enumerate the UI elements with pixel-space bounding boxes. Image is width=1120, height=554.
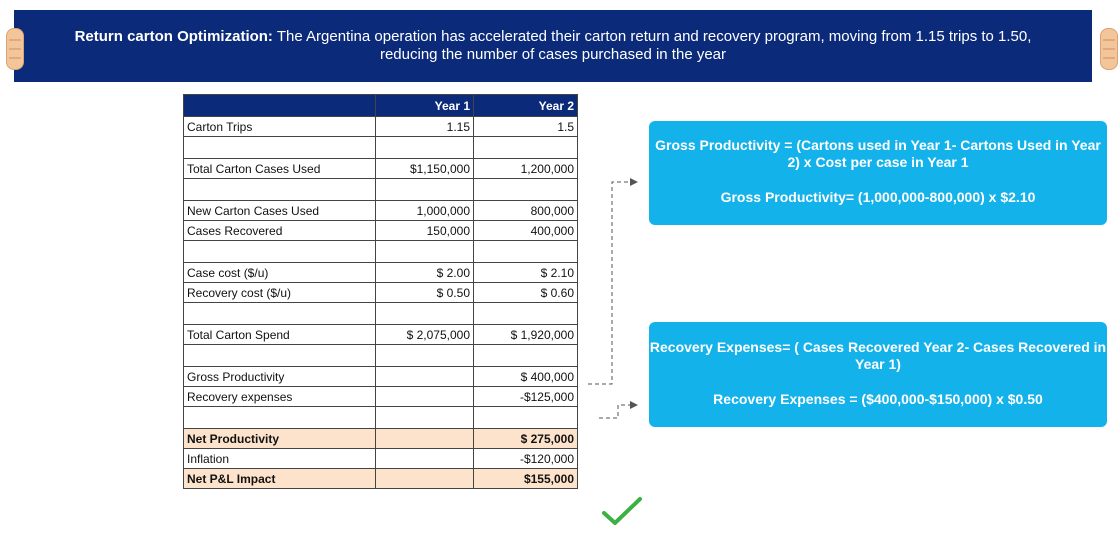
year2-value: 800,000 (474, 201, 578, 221)
table-row (184, 221, 578, 241)
row-label: Cases Recovered (184, 221, 376, 241)
year2-value: 400,000 (474, 221, 578, 241)
table-row (184, 387, 578, 407)
year2-value: -$120,000 (474, 449, 578, 469)
recovery-formula: Recovery Expenses= ( Cases Recovered Year 2- Cases Recovered in Year 1) (649, 339, 1107, 372)
checkmark-icon (601, 496, 643, 526)
gross-calculation: Gross Productivity= (1,000,000-800,000) x $2.10 (720, 189, 1036, 205)
spacer-row (184, 137, 578, 159)
gross-productivity-callout (649, 121, 1107, 225)
table-row (184, 263, 578, 283)
row-label: Net Productivity (184, 429, 376, 449)
gross-connector-arrow-icon (630, 178, 638, 186)
table-row-net-pl-impact (184, 469, 578, 489)
recovery-calculation: Recovery Expenses = ($400,000-$150,000) x $0.50 (713, 391, 1043, 407)
table-row (184, 201, 578, 221)
table-row (184, 159, 578, 179)
spacer-row (184, 407, 578, 429)
banner-title: Return carton Optimization: (74, 28, 273, 45)
year2-value: $ 0.60 (474, 283, 578, 303)
year1-value: $ 2.00 (376, 263, 474, 283)
spacer-row (184, 303, 578, 325)
year1-value (376, 469, 474, 489)
thumb-left-icon (6, 28, 24, 70)
year2-value: $155,000 (474, 469, 578, 489)
year1-value (376, 387, 474, 407)
row-label: Total Carton Spend (184, 325, 376, 345)
table-row (184, 117, 578, 137)
year2-value: $ 275,000 (474, 429, 578, 449)
thumb-right-icon (1100, 28, 1118, 70)
row-label: Carton Trips (184, 117, 376, 137)
spacer-row (184, 179, 578, 201)
year1-value (376, 449, 474, 469)
row-label: Net P&L Impact (184, 469, 376, 489)
year1-value: $ 2,075,000 (376, 325, 474, 345)
header-year1: Year 1 (376, 95, 474, 117)
spacer-row (184, 345, 578, 367)
year1-value: $1,150,000 (376, 159, 474, 179)
header-cell-blank (184, 95, 376, 117)
row-label: Case cost ($/u) (184, 263, 376, 283)
year2-value: $ 1,920,000 (474, 325, 578, 345)
year1-value: $ 0.50 (376, 283, 474, 303)
gross-formula: Gross Productivity = (Cartons used in Year 1- Cartons Used in Year 2) x Cost per case in Year 1 (655, 137, 1101, 170)
year2-value: $ 2.10 (474, 263, 578, 283)
row-label: New Carton Cases Used (184, 201, 376, 221)
row-label: Recovery expenses (184, 387, 376, 407)
row-label: Inflation (184, 449, 376, 469)
banner-description-line2: reducing the number of cases purchased in the year (379, 46, 727, 63)
table-row (184, 449, 578, 469)
year2-value: 1,200,000 (474, 159, 578, 179)
year1-value: 1.15 (376, 117, 474, 137)
table-row (184, 325, 578, 345)
gross-connector-line (588, 182, 632, 384)
year2-value: $ 400,000 (474, 367, 578, 387)
recovery-connector-line (599, 405, 632, 418)
spacer-row (184, 241, 578, 263)
year1-value: 150,000 (376, 221, 474, 241)
recovery-connector-arrow-icon (630, 401, 638, 409)
header-banner (14, 10, 1092, 82)
table-row-net-productivity (184, 429, 578, 449)
banner-description: The Argentina operation has accelerated their carton return and recovery program, moving from 1.15 trips to 1.50, (272, 28, 1032, 45)
year2-value: 1.5 (474, 117, 578, 137)
header-year2: Year 2 (474, 95, 578, 117)
year1-value (376, 367, 474, 387)
row-label: Total Carton Cases Used (184, 159, 376, 179)
table-header-row (184, 95, 578, 117)
table-row (184, 283, 578, 303)
year1-value: 1,000,000 (376, 201, 474, 221)
row-label: Gross Productivity (184, 367, 376, 387)
year1-value (376, 429, 474, 449)
year2-value: -$125,000 (474, 387, 578, 407)
banner-text (75, 28, 1032, 64)
row-label: Recovery cost ($/u) (184, 283, 376, 303)
recovery-expenses-callout (649, 322, 1107, 427)
carton-table (183, 94, 578, 489)
table-row (184, 367, 578, 387)
